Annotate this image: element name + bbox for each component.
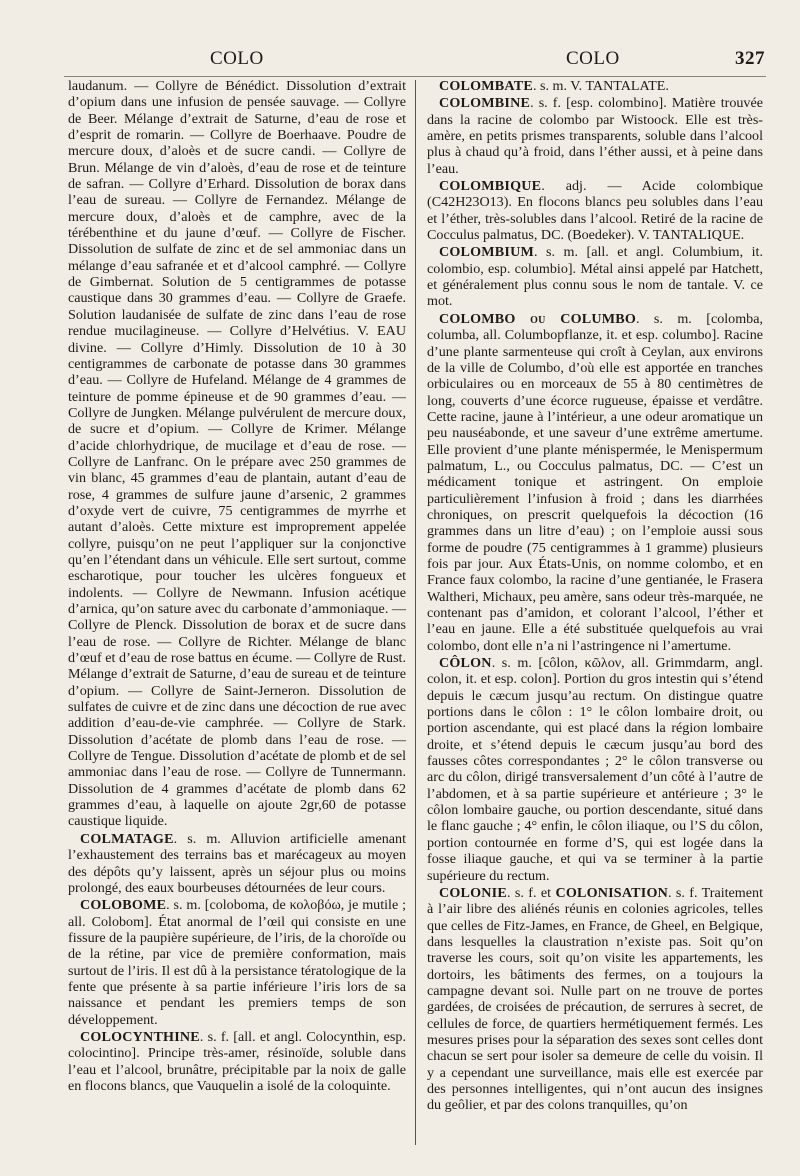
entry-colon xyxy=(427,655,763,884)
running-header xyxy=(60,44,765,74)
entry-headword: CÔLON xyxy=(439,655,492,672)
entry-body: . s. m. [côlon, κῶλον, all. Grimmdarm, angl. colon, it. et esp. colon]. Portion du gros intestin qui s’étend depuis le cæcum jusqu’au rectum. On distingue quatre portions dans le côlon : 1° le côlon lombaire droit, ou portion ascendante, qui est placé dans la région lombaire droite, et s’étend depuis le cæcum jusqu’au bord des fausses côtes correspondantes ; 2° le côlon transverse ou arc du côlon, dirigé transversalement d’un côté à l’autre de l’abdomen, et à sa partie supérieure et antérieure ; 3° le côlon lombaire gauche, ou portion descendante, situé dans le flanc gauche ; 4° enfin, le côlon iliaque, ou l’S du côlon, portion contournée en forme d’S, qui est logée dans la fosse iliaque gauche, et qui va se terminer à la partie supérieure du rectum. xyxy=(427,655,763,884)
entry-colombate xyxy=(427,78,763,94)
entry-headword-secondary: COLONISATION xyxy=(555,884,668,901)
entry-headword: COLOMBATE xyxy=(439,78,533,94)
header-right-guide-word: COLO xyxy=(566,48,620,69)
entry-body: . s. m. [coloboma, de κολοβόω, je mutile ; all. Colobom]. État anormal de l’œil qui consiste en une fissure de la paupière supérieure, de l’iris, de la choroïde ou de la rétine, par vice de première conformation, mais surtout de l’iris. Il est dû à la persistance tératologique de la fente que présente à sa partie inférieure l’iris lors de sa naissance et pendant les premiers temps de son développement. xyxy=(68,897,406,1028)
entry-colombique xyxy=(427,178,763,243)
entry-body: laudanum. — Collyre de Bénédict. Dissolution d’extrait d’opium dans une infusion de pensée sauvage. — Collyre de Beer. Mélange d’extrait de Saturne, d’eau de rose et d’esprit de romarin. — Collyre de Boerhaave. Poudre de mercure doux, d’aloès et de sucre candi. — Collyre de Brun. Mélange de vin d’aloès, d’eau de rose et de teinture de safran. — Collyre d’Erhard. Dissolution de borax dans l’eau de sureau. — Collyre de Fernandez. Mélange de mercure doux, d’aloès et de camphre, avec de la térébenthine et du jaune d’œuf. — Collyre de Fischer. Dissolution de sulfate de zinc et de sel ammoniac dans un mélange d’eau safranée et et d’alcool camphré. — Collyre de Gimbernat. Solution de 5 centigrammes de potasse caustique dans 30 grammes d’eau. — Collyre de Graefe. Solution laudanisée de sulfate de zinc dans l’eau de rose rendue mucilagineuse. — Collyre d’Helvétius. V. EAU divine. — Collyre d’Himly. Dissolution de 10 à 30 centigrammes de carbonate de potasse dans 30 grammes d’eau. — Collyre de Hufeland. Mélange de 4 grammes de teinture de pomme épineuse et de 90 grammes d’eau. — Collyre de Jungken. Mélange pulvérulent de mercure doux, de sucre et d’opium. — Collyre de Krimer. Mélange d’acide chlorhydrique, de mucilage et d’eau de rose. — Collyre de Lanfranc. On le prépare avec 250 grammes de vin blanc, 45 grammes d’eau de plantain, autant d’eau de rose, 4 grammes de sulfure jaune d’arsenic, 2 grammes d’oxyde vert de cuivre, 75 centigrammes de myrrhe et autant d’aloès. Cette mixture est improprement appelée collyre, puisqu’on ne peut l’appliquer sur la conjonctive qu’en l’étendant dans un véhicule. Elle sert surtout, comme escharotique, pour toucher les ulcères fongueux et indolents. — Collyre de Newmann. Infusion acétique d’arnica, qu’on sature avec du carbonate d’ammoniaque. — Collyre de Plenck. Dissolution de borax et de sucre dans l’eau de rose. — Collyre de Richter. Mélange de blanc d’œuf et d’eau de rose battus en écume. — Collyre de Rust. Mélange d’extrait de Saturne, d’eau de sureau et de teinture d’opium. — Collyre de Saint-Jerneron. Dissolution de sulfates de cuivre et de zinc dans une décoction de rue avec addition d’eau-de-vie camphrée. — Collyre de Stark. Dissolution d’acétate de plomb dans l’eau de rose. — Collyre de Tengue. Dissolution d’acétate de plomb et de sel ammoniac dans l’eau de rose. — Collyre de Tunnermann. Dissolution de 4 grammes d’acétate de plomb dans 62 grammes d’eau, à laquelle on ajoute 2gr,60 de potasse caustique liquide. xyxy=(68,78,406,830)
left-column xyxy=(68,78,406,1094)
page-number: 327 xyxy=(735,48,765,69)
entry-body: . adj. — Acide colombique (C42H23O13). En flocons blancs peu solubles dans l’eau et l’éther, très-solubles dans l’alcool. Retiré de la racine de Cocculus palmatus, DC. (Boedeker). V. TANTALIQUE. xyxy=(427,178,763,244)
entry-colmatage xyxy=(68,831,406,896)
entry-headword: COLOCYNTHINE xyxy=(80,1028,200,1045)
entry-body: . s. m. [all. et angl. Columbium, it. colombio, esp. columbio]. Métal ainsi appelé par Hatchett, et généralement plus connu sous le nom de tantale. V. ce mot. xyxy=(427,244,763,310)
entry-headword: COLOMBIUM xyxy=(439,244,534,261)
header-left-guide-word: COLO xyxy=(210,48,264,69)
right-column xyxy=(427,78,763,1114)
header-rule xyxy=(64,76,766,77)
entry-body: . s. m. [colomba, columba, all. Columbopflanze, it. et esp. columbo]. Racine d’une plante sarmenteuse qui croît à Ceylan, aux environs de la ville de Columbo, d’où elle est apportée en tranches orbiculaires ou en morceaux de 55 à 80 centimètres de long, couverts d’une écorce rugueuse, épaisse et verdâtre. Cette racine, jaune à l’intérieur, a une odeur aromatique un peu nauséabonde, et une saveur d’une extrême amertume. Elle provient d’une plante ménispermée, le Menispermum palmatum, L., ou Cocculus palmatus, DC. — C’est un médicament tonique et astringent. On emploie particulièrement l’infusion à froid ; dans les diarrhées chroniques, on prescrit quelquefois la décoction (16 grammes dans un litre d’eau) ; on l’emploie aussi sous forme de poudre (75 centigrammes à 1 gramme) plusieurs fois par jour. Aux États-Unis, on nomme colombo, et en France faux colombo, la racine d’une gentianée, le Frasera Waltheri, Michaux, peu amère, sans odeur très-marquée, ne contenant pas d’amidon, et colorant l’alcool, l’éther et l’eau en jaune. Elle a été substituée quelquefois au vrai colombo, dont elle n’a ni l’astringence ni l’amertume. xyxy=(427,310,763,654)
entry-collyre-continuation xyxy=(68,78,406,830)
entry-body: . s. f. [esp. colombino]. Matière trouvée dans la racine de colombo par Wistoock. Elle est très-amère, en petits prismes transparents, soluble dans l’alcool plus à chaud qu’à froid, dans l’éther aussi, et à peine dans l’eau. xyxy=(427,95,763,177)
entry-headword: COLOMBO ou COLUMBO xyxy=(439,310,636,327)
entry-colombine xyxy=(427,95,763,177)
entry-body: . s. f. [all. et angl. Colocynthin, esp. colocintino]. Principe très-amer, résinoïde, soluble dans l’eau et l’alcool, brunâtre, précipitable par la noix de galle en flocons blancs, que Vauquelin a isolé de la coloquinte. xyxy=(68,1028,406,1094)
entry-body: . s. m. V. TANTALATE. xyxy=(532,78,669,94)
entry-colombium xyxy=(427,244,763,309)
entry-colocynthine xyxy=(68,1029,406,1094)
entry-headword: COLMATAGE xyxy=(80,830,174,847)
entry-headword: COLOMBIQUE xyxy=(439,178,542,195)
entry-colobome xyxy=(68,897,406,1028)
column-divider xyxy=(415,80,416,1145)
entry-headword: COLONIE xyxy=(439,884,507,901)
entry-connector: . s. f. et xyxy=(506,884,556,901)
entry-headword: COLOBOME xyxy=(80,897,167,914)
entry-colombo xyxy=(427,311,763,654)
entry-colonie xyxy=(427,885,763,1114)
entry-body: . s. f. Traitement à l’air libre des aliénés réunis en colonies agricoles, telles que celles de Fitz-James, en France, de Gheel, en Belgique, dans lesquelles la claustration n’existe pas. Soit qu’on traverse les cours, soit qu’on visite les appartements, les dortoirs, les bâtiments des fermes, on a toujours la campagne devant soi. Nulle part on ne trouve de portes gardées, de croisées de précaution, de serrures à secret, de cellules de force, de quartiers hermétiquement fermés. Les mesures prises pour la séparation des sexes sont celles dont chacun se sert pour isoler sa demeure de celle du voisin. Il y a cependant une surveillance, mais elle est exercée par des personnes intelligentes, qui n’ont aucun des insignes du geôlier, et par des colons tranquilles, qu’on xyxy=(427,884,763,1114)
entry-body: . s. m. Alluvion artificielle amenant l’exhaustement des terrains bas et marécageux au moyen des dépôts qu’y laissent, après un séjour plus ou moins prolongé, des eaux bourbeuses détournées de leur cours. xyxy=(68,830,406,896)
entry-headword: COLOMBINE xyxy=(439,95,531,112)
